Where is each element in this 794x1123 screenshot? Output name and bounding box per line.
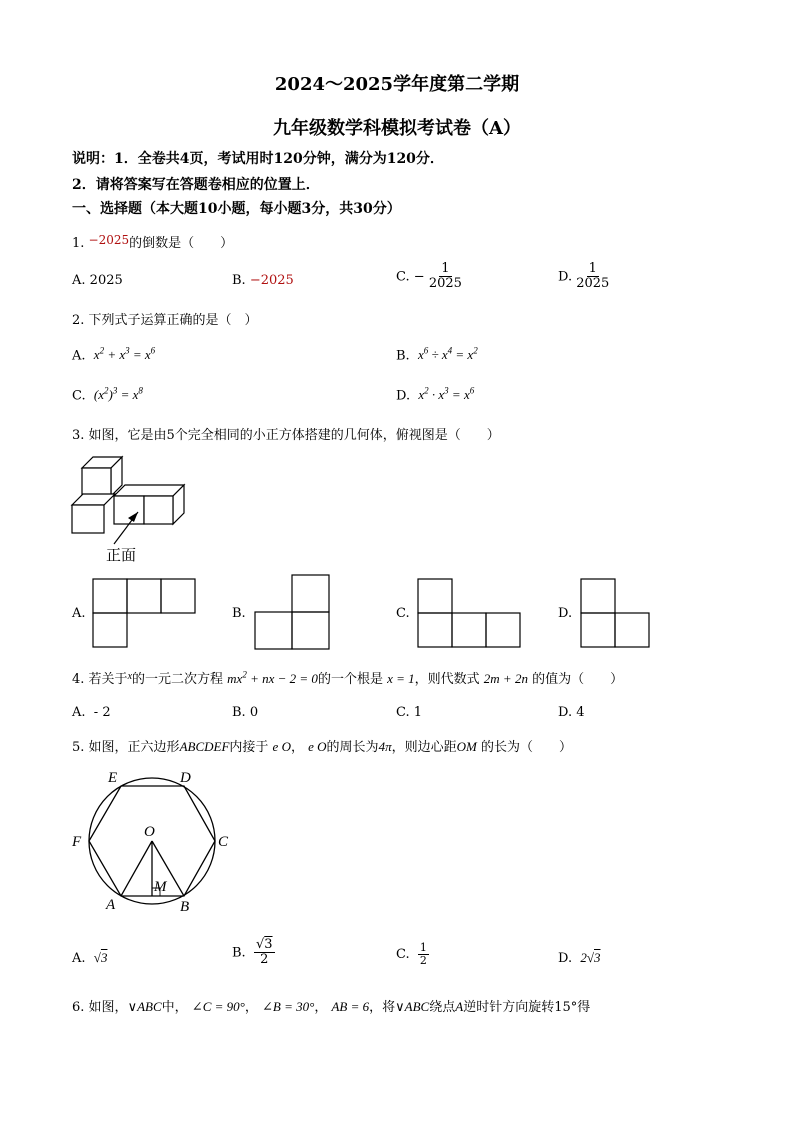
label-m: M — [154, 879, 167, 895]
question-4: 4. 若关于$^x$的一元二次方程 $mx^2$ + nx − 2 = 0的一个根是 x = 1，则代数式 2m + 2n 的值为（ ） — [72, 669, 624, 687]
q3-option-d-label[interactable]: D. — [558, 606, 573, 621]
front-label: 正面 — [106, 548, 137, 564]
q5-option-b[interactable]: B. $\frac{√3}{2}$ — [232, 937, 273, 968]
q1-option-a[interactable]: A. 2025 — [72, 273, 123, 288]
exam-title-line1: 2024～2025学年度第二学期 — [274, 74, 520, 95]
neg-2025: −2025 — [88, 233, 130, 247]
label-b: B — [180, 899, 190, 915]
instruction-line2: 2．请将答案写在答题卷相应的位置上． — [72, 177, 320, 193]
q4-option-b[interactable]: B. 0 — [232, 705, 259, 720]
q2-option-b[interactable]: B. $x^6 \div x^4 = x^2$ — [396, 346, 478, 364]
exam-title-line2: 九年级数学科模拟考试卷（A） — [273, 118, 521, 139]
question-3: 3. 如图，它是由5个完全相同的小正方体搭建的几何体，俯视图是（ ） — [72, 428, 500, 443]
q3-option-a-figure[interactable] — [92, 578, 202, 650]
q4-option-d[interactable]: D. 4 — [558, 705, 585, 720]
section-heading: 一、选择题（本大题10小题，每小题3分，共30分） — [72, 201, 401, 217]
q1-option-b[interactable]: B. −2025 — [232, 273, 294, 288]
q1-option-d[interactable]: D. $\frac{1}{2025}$ — [558, 261, 610, 292]
q3-option-c-label[interactable]: C. — [396, 606, 410, 621]
q3-option-a-label[interactable]: A. — [72, 606, 86, 621]
q5-option-c[interactable]: C. $\frac{1}{2}$ — [396, 941, 427, 968]
q3-option-b-label[interactable]: B. — [232, 606, 246, 621]
q3-option-d-figure[interactable] — [580, 578, 656, 650]
question-5: 5. 如图，正六边形ABCDEF内接于 e O， e O的周长为4π，则边心距OM 的长为（ ） — [72, 739, 572, 755]
q4-option-c[interactable]: C. 1 — [396, 705, 423, 720]
question-2: 2. 下列式子运算正确的是（ ） — [72, 313, 258, 328]
label-c: C — [218, 834, 229, 850]
q1-option-c[interactable]: C. − $\frac{1}{2025}$ — [396, 261, 462, 292]
q2-option-d[interactable]: D. $x^2 \cdot x^3 = x^6$ — [396, 386, 475, 404]
question-1: 1. −2025的倒数是（ ） — [72, 233, 234, 251]
q5-option-a[interactable]: A. √3 — [72, 950, 108, 966]
instruction-line1: 说明：1．全卷共4页，考试用时120分钟，满分为120分． — [72, 151, 444, 167]
q3-cube-solid-figure — [70, 452, 200, 567]
q2-option-a[interactable]: A. $x^2 + x^3 = x^6$ — [72, 346, 156, 364]
q3-option-b-figure[interactable] — [254, 574, 334, 652]
q4-option-a[interactable]: A. - 2 — [72, 705, 111, 720]
label-e: E — [108, 770, 118, 786]
label-a: A — [106, 897, 116, 913]
label-f: F — [72, 834, 82, 850]
q5-hexagon-figure — [68, 766, 238, 916]
label-d: D — [180, 770, 191, 786]
label-o: O — [144, 824, 155, 840]
question-6: 6. 如图，∨ABC中， ∠C = 90°， ∠B = 30°， AB = 6，将∨ABC绕点A逆时针方向旋转15°得 — [72, 999, 591, 1015]
q2-option-c[interactable]: C. $(x^2)^3 = x^8$ — [72, 386, 143, 404]
q3-option-c-figure[interactable] — [417, 578, 527, 650]
q5-option-d[interactable]: D. 2√3 — [558, 950, 601, 966]
